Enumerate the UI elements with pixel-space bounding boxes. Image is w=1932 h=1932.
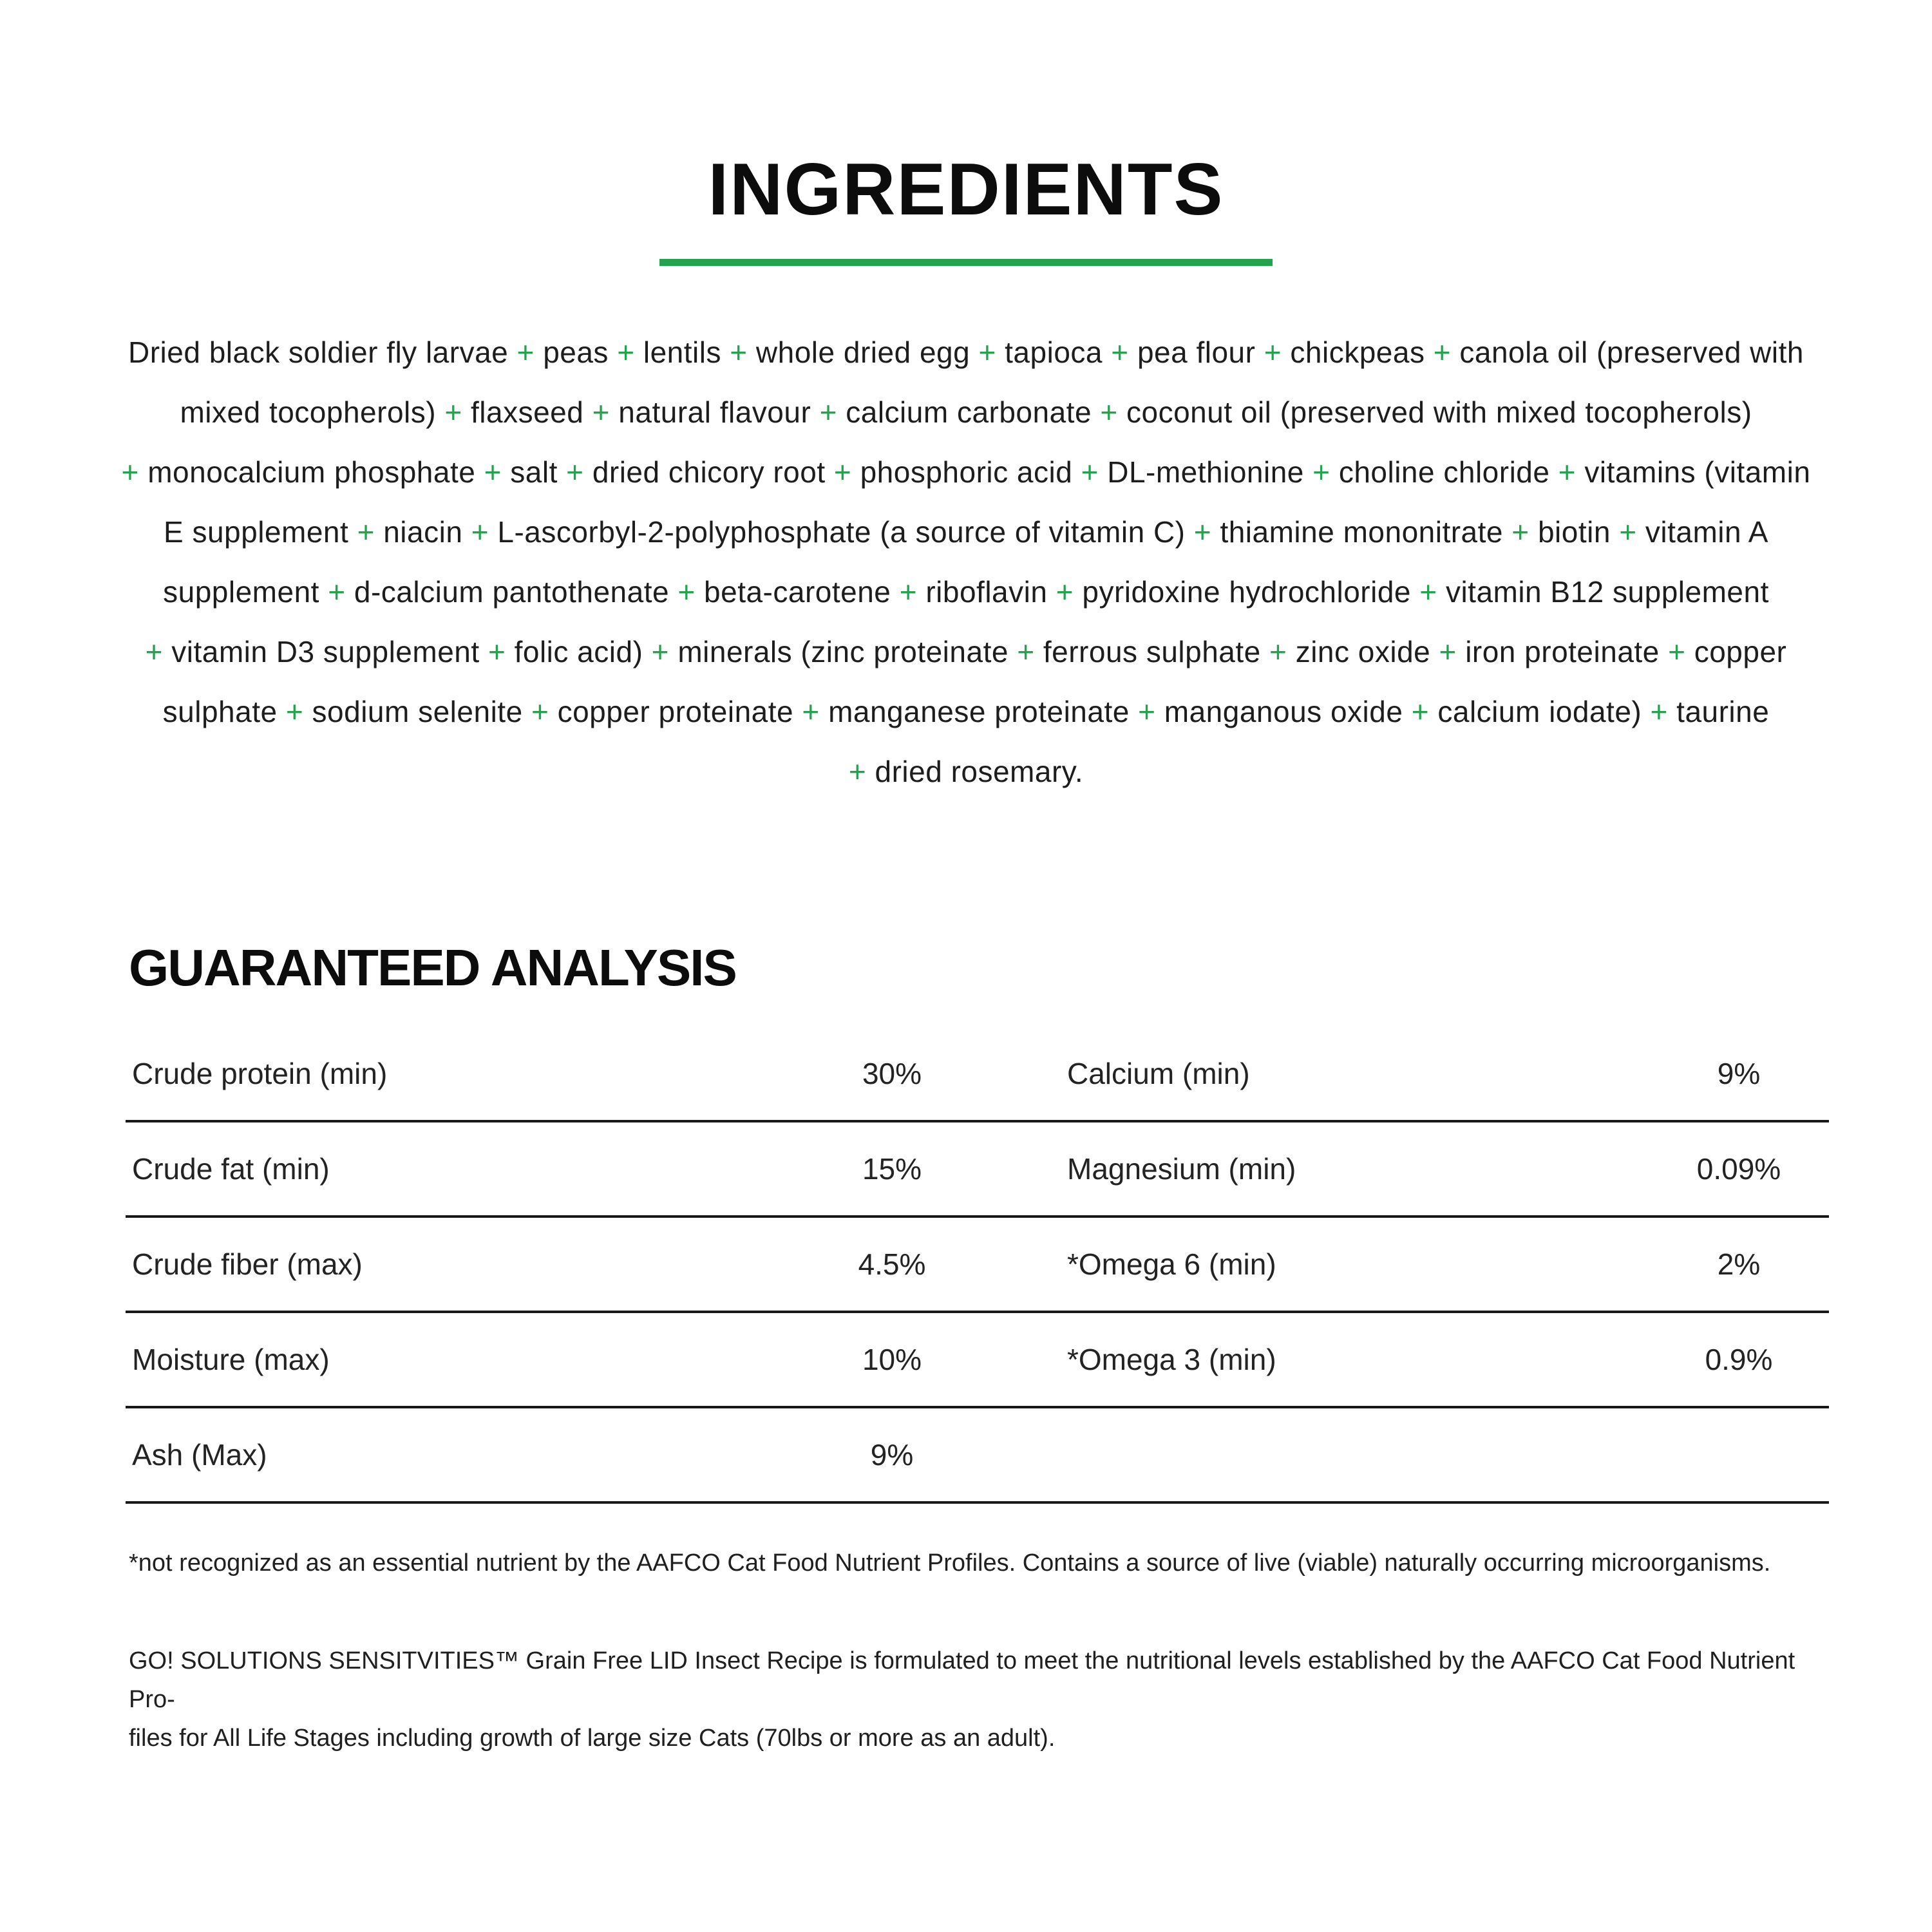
ingredient-item: vitamin B12 supplement (1445, 575, 1769, 609)
aafco-statement-line: GO! SOLUTIONS SENSITVITIES™ Grain Free LID Insect Recipe is formulated to meet the nutritional levels established by the AAFCO Cat Food Nutrient Pro- (129, 1647, 1795, 1713)
plus-separator: + (121, 455, 139, 489)
nutrient-value: 30% (862, 1057, 922, 1090)
nutrient-label: *Omega 6 (min) (1067, 1247, 1276, 1281)
plus-separator: + (484, 455, 502, 489)
guaranteed-analysis-title: GUARANTEED ANALYSIS (129, 939, 736, 996)
plus-separator: + (1419, 575, 1437, 609)
ingredient-item: copper sulphate (162, 635, 1787, 728)
plus-separator: + (848, 755, 867, 788)
plus-separator: + (819, 395, 837, 429)
ingredients-list-paragraph (116, 323, 1816, 802)
plus-separator: + (1558, 455, 1577, 489)
ingredient-item: calcium iodate) (1437, 695, 1642, 728)
nutrient-label: Ash (Max) (132, 1438, 267, 1472)
aafco-formulation-statement (129, 1642, 1816, 1757)
ingredient-item: biotin (1537, 515, 1611, 549)
plus-separator: + (833, 455, 852, 489)
nutrient-value: 10% (862, 1343, 922, 1376)
ingredient-item: DL-methionine (1107, 455, 1304, 489)
plus-separator: + (1312, 455, 1331, 489)
ingredient-item: niacin (383, 515, 463, 549)
plus-separator: + (1619, 515, 1637, 549)
nutrient-label: Moisture (max) (132, 1343, 330, 1376)
plus-separator: + (145, 635, 163, 668)
ingredient-item: minerals (zinc proteinate (677, 635, 1009, 668)
ingredient-item: pea flour (1137, 336, 1256, 369)
ingredient-item: choline chloride (1338, 455, 1550, 489)
plus-separator: + (1439, 635, 1457, 668)
plus-separator: + (651, 635, 670, 668)
nutrient-label: Calcium (min) (1067, 1057, 1250, 1090)
plus-separator: + (1411, 695, 1430, 728)
nutrient-label: Crude fat (min) (132, 1152, 330, 1186)
nutrient-value: 9% (870, 1438, 914, 1472)
ingredient-item: beta-carotene (704, 575, 891, 609)
ingredient-item: Dried black soldier fly larvae (128, 336, 509, 369)
plus-separator: + (1193, 515, 1212, 549)
ingredient-item: natural flavour (618, 395, 811, 429)
ingredient-item: folic acid) (514, 635, 643, 668)
plus-separator: + (592, 395, 611, 429)
ingredient-item: riboflavin (925, 575, 1048, 609)
ingredient-item: tapioca (1005, 336, 1103, 369)
ingredient-item: manganese proteinate (828, 695, 1130, 728)
nutrient-label: Crude fiber (max) (132, 1247, 363, 1281)
guaranteed-analysis-row (126, 1027, 1829, 1122)
ingredient-item: ferrous sulphate (1043, 635, 1261, 668)
plus-separator: + (1081, 455, 1099, 489)
plus-separator: + (357, 515, 375, 549)
ingredient-item: vitamin A supplement (163, 515, 1768, 609)
ingredient-item: iron proteinate (1465, 635, 1660, 668)
ingredient-item: thiamine mononitrate (1220, 515, 1504, 549)
ingredient-item: phosphoric acid (860, 455, 1073, 489)
ingredient-item: monocalcium phosphate (147, 455, 476, 489)
plus-separator: + (1138, 695, 1156, 728)
ingredient-item: lentils (643, 336, 721, 369)
ingredient-item: chickpeas (1290, 336, 1425, 369)
nutrient-label: *Omega 3 (min) (1067, 1343, 1276, 1376)
ingredient-item: copper proteinate (557, 695, 794, 728)
nutrient-label: Magnesium (min) (1067, 1152, 1296, 1186)
nutrient-value: 0.09% (1696, 1152, 1781, 1186)
ingredient-item: zinc oxide (1295, 635, 1431, 668)
ingredients-title: INGREDIENTS (708, 149, 1224, 231)
nutrient-value: 15% (862, 1152, 922, 1186)
ingredient-item: manganous oxide (1164, 695, 1403, 728)
plus-separator: + (617, 336, 635, 369)
plus-separator: + (730, 336, 748, 369)
plus-separator: + (978, 336, 996, 369)
plus-separator: + (516, 336, 535, 369)
ingredient-item: taurine (1676, 695, 1770, 728)
plus-separator: + (1100, 395, 1118, 429)
plus-separator: + (444, 395, 462, 429)
plus-separator: + (677, 575, 696, 609)
ingredient-item: sodium selenite (312, 695, 523, 728)
plus-separator: + (471, 515, 489, 549)
plus-separator: + (488, 635, 506, 668)
plus-separator: + (1269, 635, 1287, 668)
ingredient-item: flaxseed (471, 395, 584, 429)
ingredient-item: d-calcium pantothenate (354, 575, 670, 609)
plus-separator: + (328, 575, 346, 609)
ingredient-item: L-ascorbyl-2-polyphosphate (a source of vitamin C) (497, 515, 1186, 549)
guaranteed-analysis-row (126, 1218, 1829, 1313)
nutrient-value: 4.5% (858, 1247, 926, 1281)
ingredient-item: vitamins (vitamin E supplement (164, 455, 1811, 549)
nutrient-value: 2% (1717, 1247, 1761, 1281)
ingredient-item: salt (510, 455, 558, 489)
plus-separator: + (1111, 336, 1129, 369)
guaranteed-analysis-row (126, 1408, 1829, 1504)
aafco-statement-line: files for All Life Stages including growth of large size Cats (70lbs or more as an adult). (129, 1725, 1056, 1752)
guaranteed-analysis-table (126, 1027, 1829, 1504)
plus-separator: + (1650, 695, 1668, 728)
ingredient-item: dried rosemary. (875, 755, 1084, 788)
ingredient-item: dried chicory root (592, 455, 826, 489)
plus-separator: + (1668, 635, 1686, 668)
green-divider-rule (659, 259, 1273, 266)
nutrient-label: Crude protein (min) (132, 1057, 388, 1090)
plus-separator: + (1017, 635, 1035, 668)
plus-separator: + (1056, 575, 1074, 609)
ingredient-item: whole dried egg (755, 336, 971, 369)
ingredient-item: canola oil (preserved with mixed tocopherols) (180, 336, 1804, 429)
plus-separator: + (1511, 515, 1530, 549)
aafco-footnote: *not recognized as an essential nutrient by the AAFCO Cat Food Nutrient Profiles. Contains a source of live (viable) naturally occurring microorganisms. (129, 1549, 1771, 1577)
ingredient-item: peas (543, 336, 609, 369)
ingredient-item: pyridoxine hydrochloride (1082, 575, 1411, 609)
ingredient-item: vitamin D3 supplement (171, 635, 480, 668)
guaranteed-analysis-row (126, 1313, 1829, 1408)
guaranteed-analysis-row (126, 1122, 1829, 1218)
plus-separator: + (566, 455, 584, 489)
plus-separator: + (1264, 336, 1282, 369)
nutrient-value: 0.9% (1705, 1343, 1773, 1376)
ingredient-item: coconut oil (preserved with mixed tocopherols) (1126, 395, 1752, 429)
plus-separator: + (285, 695, 304, 728)
plus-separator: + (802, 695, 820, 728)
plus-separator: + (1433, 336, 1452, 369)
plus-separator: + (531, 695, 549, 728)
ingredient-item: calcium carbonate (846, 395, 1092, 429)
plus-separator: + (899, 575, 918, 609)
nutrient-value: 9% (1717, 1057, 1761, 1090)
